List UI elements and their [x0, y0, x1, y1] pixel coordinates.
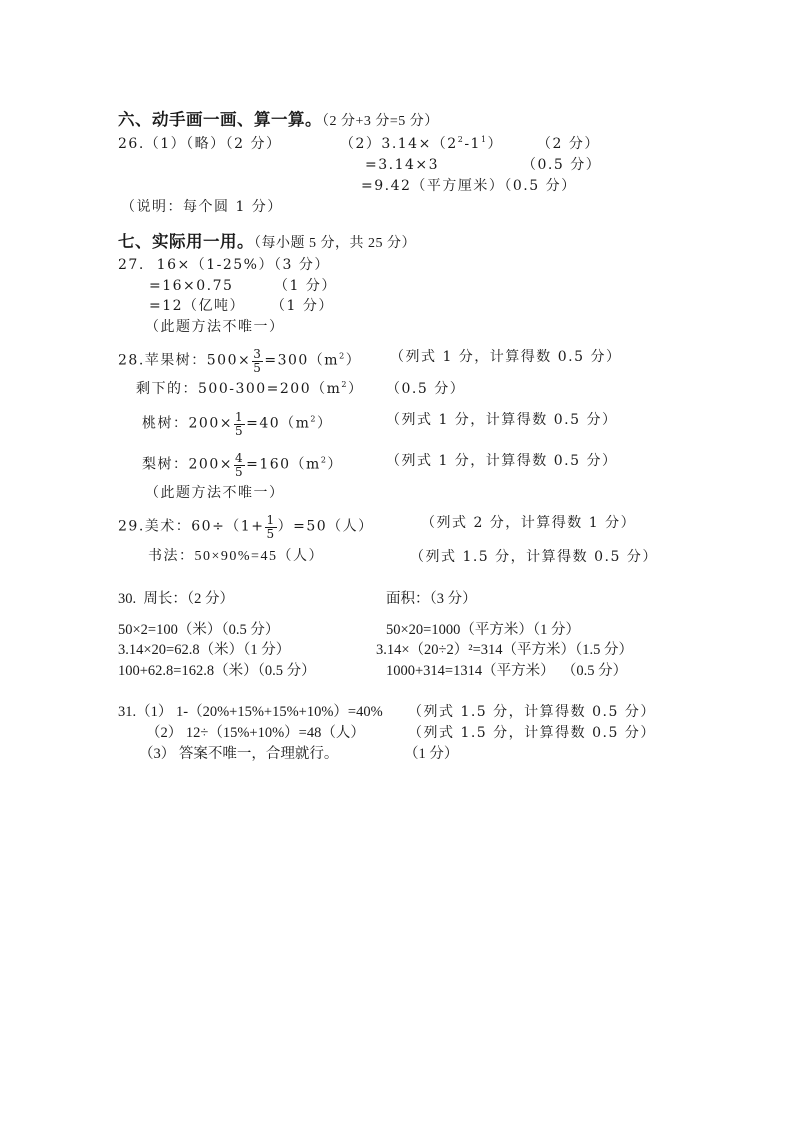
q30-perimeter-line: 50×2=100（米）（0.5 分）	[118, 622, 280, 638]
section-7-title: 七、实际用一用。	[118, 232, 254, 251]
q28-pear: 梨树：200× $\frac{4}{5}$ $=160(m^2)$	[142, 451, 343, 479]
fraction-1-5: $\frac{1}{5}$	[234, 410, 245, 438]
q30-perimeter-heading: 30. 周长：（2 分）	[118, 591, 234, 607]
q26-step3: =9.42（平方厘米）（0.5 分）	[361, 178, 577, 194]
q28-note: （此题方法不唯一）	[145, 485, 285, 501]
q30-area-heading: 面积：（3 分）	[386, 591, 477, 607]
q27-line1: 27. 16×（1-25%）（3 分）	[118, 257, 330, 273]
q28-pear-score: （列式 1 分，计算得数 0.5 分）	[386, 453, 618, 469]
q28-peach-score: （列式 1 分，计算得数 0.5 分）	[386, 412, 618, 428]
q26-note: （说明：每个圆 1 分）	[121, 199, 283, 215]
q30-area-line: 1000+314=1314（平方米） （0.5 分）	[386, 663, 628, 679]
q29-art: 29.美术：60÷（1+ $\frac{1}{5}$ ）=50（人）	[118, 513, 374, 541]
q29-art-score: （列式 2 分，计算得数 1 分）	[421, 515, 637, 531]
fraction-3-5: $\frac{3}{5}$	[253, 347, 263, 375]
q27-note: （此题方法不唯一）	[145, 319, 285, 335]
q28-peach: 桃树：200× $\frac{1}{5}$ $=40(m^2)$	[142, 410, 333, 438]
section-7-heading	[118, 233, 416, 253]
fraction-4-5: $\frac{4}{5}$	[234, 451, 245, 479]
q31-part2: （2） 12÷（15%+10%）=48（人）	[146, 725, 365, 741]
q31-part1: 31.（1） 1-（20%+15%+15%+10%）=40%	[118, 704, 383, 720]
section-6-score: （2 分+3 分=5 分）	[322, 114, 439, 129]
q26-step2: =3.14×3	[365, 157, 440, 173]
q31-part3-score: （1 分）	[404, 746, 459, 762]
q31-part3: （3） 答案不唯一，合理就行。	[139, 746, 339, 762]
q28-rest: 剩下的：$500-300=200(m^2)$	[136, 380, 364, 397]
q30-perimeter-line: 3.14×20=62.8（米）（1 分）	[118, 642, 291, 658]
q26-part1: 26.（1）（略）（2 分）	[118, 136, 282, 152]
q27-line3: =12（亿吨）	[149, 298, 246, 314]
q30-area-line: 3.14×（20÷2）²=314（平方米）（1.5 分）	[376, 642, 634, 658]
q30-area-line: 50×20=1000（平方米）（1 分）	[386, 622, 580, 638]
q26-step2-score: （0.5 分）	[522, 157, 602, 173]
q29-calligraphy-score: （列式 1.5 分，计算得数 0.5 分）	[410, 549, 658, 565]
q31-part1-score: （列式 1.5 分，计算得数 0.5 分）	[408, 704, 656, 720]
q26-part2-score: （2 分）	[537, 136, 600, 152]
section-6-title: 六、动手画一画、算一算。	[118, 110, 322, 129]
q27-line3-score: （1 分）	[271, 298, 334, 314]
q30-perimeter-line: 100+62.8=162.8（米）（0.5 分）	[118, 663, 316, 679]
fraction-1-5: $\frac{1}{5}$	[266, 513, 276, 541]
q27-line2-score: （1 分）	[274, 278, 337, 294]
q28-rest-score: （0.5 分）	[386, 381, 466, 397]
section-7-score: （每小题 5 分，共 25 分）	[254, 236, 416, 251]
q26-part2: $(2)3.14\times(2^2-1^1)$	[340, 135, 504, 152]
q28-apple: 28.苹果树：500× $\frac{3}{5}$ $=300(m^2)$	[118, 347, 362, 375]
q31-part2-score: （列式 1.5 分，计算得数 0.5 分）	[408, 725, 656, 741]
q28-apple-score: （列式 1 分，计算得数 0.5 分）	[390, 349, 622, 365]
q29-calligraphy: 书法：50×90%=45（人）	[148, 549, 324, 564]
q27-line2: =16×0.75	[149, 278, 234, 294]
section-6-heading	[118, 111, 439, 131]
